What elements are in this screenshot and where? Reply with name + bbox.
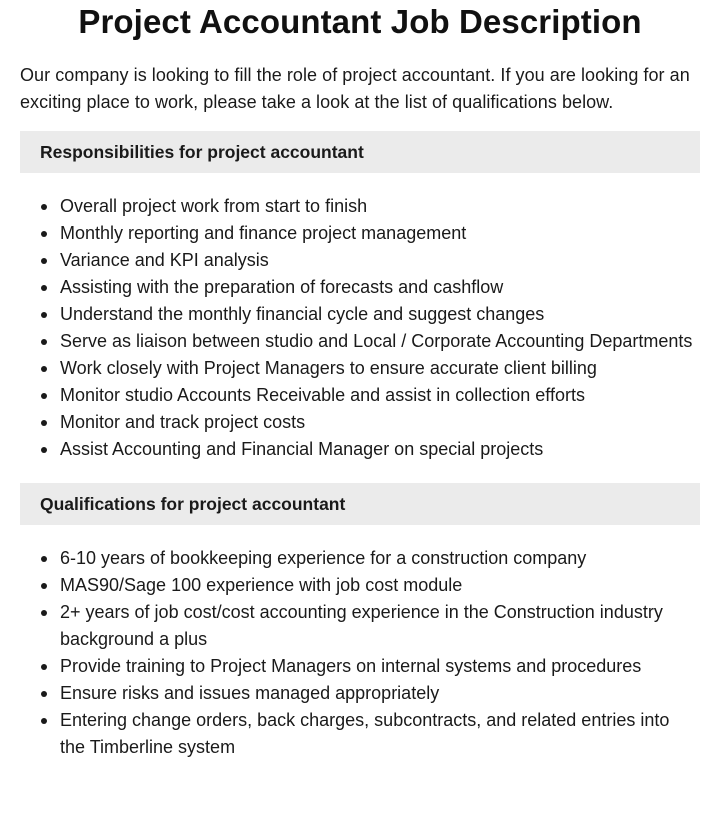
list-item: 6-10 years of bookkeeping experience for a construction company bbox=[20, 545, 700, 572]
list-item: Understand the monthly financial cycle and suggest changes bbox=[20, 301, 700, 328]
qualifications-heading: Qualifications for project accountant bbox=[20, 483, 700, 525]
bullet-icon bbox=[41, 285, 47, 291]
bullet-icon bbox=[41, 393, 47, 399]
bullet-icon bbox=[41, 204, 47, 210]
list-item: MAS90/Sage 100 experience with job cost module bbox=[20, 572, 700, 599]
list-item: Work closely with Project Managers to ensure accurate client billing bbox=[20, 355, 700, 382]
list-item: Provide training to Project Managers on internal systems and procedures bbox=[20, 653, 700, 680]
bullet-icon bbox=[41, 664, 47, 670]
bullet-icon bbox=[41, 691, 47, 697]
list-item: Variance and KPI analysis bbox=[20, 247, 700, 274]
bullet-icon bbox=[41, 231, 47, 237]
list-item: Serve as liaison between studio and Local / Corporate Accounting Departments bbox=[20, 328, 700, 355]
list-item: Ensure risks and issues managed appropriately bbox=[20, 680, 700, 707]
bullet-icon bbox=[41, 610, 47, 616]
list-item: Entering change orders, back charges, subcontracts, and related entries into the Timberline system bbox=[20, 707, 700, 761]
responsibilities-list bbox=[20, 193, 700, 463]
list-item: Assist Accounting and Financial Manager on special projects bbox=[20, 436, 700, 463]
list-item: 2+ years of job cost/cost accounting experience in the Construction industry background a plus bbox=[20, 599, 700, 653]
list-item: Monitor and track project costs bbox=[20, 409, 700, 436]
bullet-icon bbox=[41, 718, 47, 724]
bullet-icon bbox=[41, 447, 47, 453]
page-title: Project Accountant Job Description bbox=[78, 3, 642, 40]
list-item: Monitor studio Accounts Receivable and assist in collection efforts bbox=[20, 382, 700, 409]
bullet-icon bbox=[41, 583, 47, 589]
intro-paragraph: Our company is looking to fill the role of project accountant. If you are looking for an exciting place to work, please take a look at the list of qualifications below. bbox=[20, 65, 690, 112]
list-item: Assisting with the preparation of forecasts and cashflow bbox=[20, 274, 700, 301]
bullet-icon bbox=[41, 339, 47, 345]
list-item: Overall project work from start to finish bbox=[20, 193, 700, 220]
list-item: Monthly reporting and finance project management bbox=[20, 220, 700, 247]
bullet-icon bbox=[41, 312, 47, 318]
responsibilities-heading: Responsibilities for project accountant bbox=[20, 131, 700, 173]
qualifications-list bbox=[20, 545, 700, 761]
bullet-icon bbox=[41, 420, 47, 426]
bullet-icon bbox=[41, 556, 47, 562]
bullet-icon bbox=[41, 366, 47, 372]
bullet-icon bbox=[41, 258, 47, 264]
